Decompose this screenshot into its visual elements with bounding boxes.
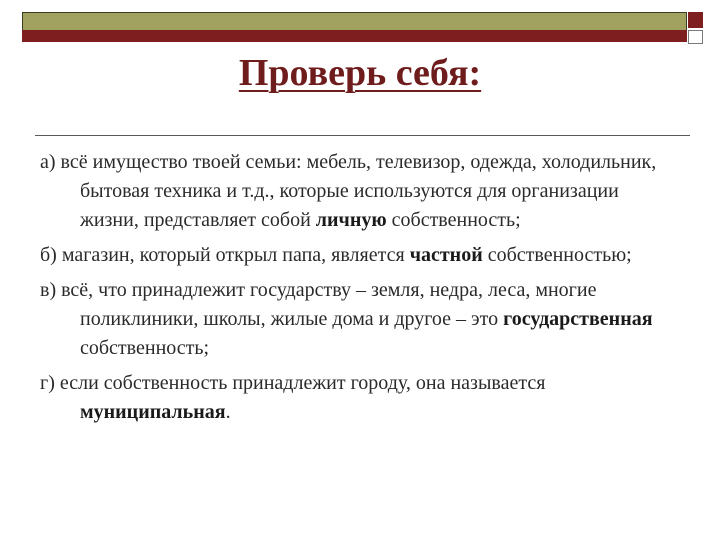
header-olive-bar [22,12,687,32]
answer-text: в) всё, что принадлежит государству – земля, недра, леса, многие поликлиники, школы, жилые дома и другое – это [40,279,597,330]
answer-item-v [40,276,670,363]
answer-keyword: государственная [503,308,653,330]
header-red-bar [22,30,687,42]
answer-text: собственностью; [482,244,632,266]
answer-text: . [225,401,231,423]
answer-keyword: частной [409,244,483,266]
title-divider [35,135,690,136]
corner-white-square [688,30,703,44]
answer-text: а) всё имущество твоей семьи: мебель, телевизор, одежда, холодильник, бытовая техника и т.д., которые используются для организации жизни, представляет собой [40,151,657,231]
answer-text: г) если собственность принадлежит городу, она называется [40,372,546,394]
answer-item-a [40,148,670,235]
answer-text: собственность; [386,209,521,231]
answer-keyword: муниципальная [80,401,226,423]
answer-text: б) магазин, который открыл папа, является [40,244,410,266]
answer-keyword: личную [315,209,387,231]
answer-list [40,148,670,433]
corner-red-square [688,12,703,28]
answer-text: собственность; [80,337,210,359]
answer-item-b [40,241,670,270]
slide-title: Проверь себя: [238,52,482,94]
answer-item-g [40,369,670,427]
